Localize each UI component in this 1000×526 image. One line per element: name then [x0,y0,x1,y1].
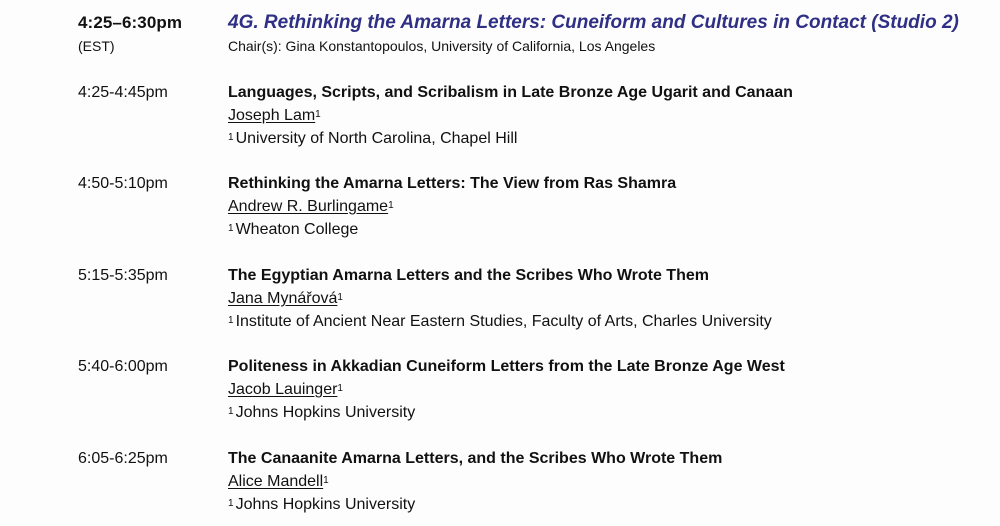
affiliation-superscript: 1 [228,132,234,143]
affiliation-text: Wheaton College [235,221,359,238]
talk-author [228,288,343,310]
affiliation-text: University of North Carolina, Chapel Hill [235,130,518,147]
session-timezone: (EST) [78,38,115,54]
session-header [0,12,1000,62]
author-name: Jacob Lauinger [228,381,338,398]
talk-title: Rethinking the Amarna Letters: The View from Ras Shamra [228,175,677,192]
affiliation-text: Institute of Ancient Near Eastern Studies, Faculty of Arts, Charles University [235,313,772,330]
talk-affiliation [228,219,358,241]
affiliation-text: Johns Hopkins University [235,404,416,421]
talk-author [228,471,329,493]
talk-entry [0,173,1000,243]
session-time: 4:25–6:30pm [78,13,183,32]
talk-time: 6:05-6:25pm [78,450,168,467]
talk-entry [0,448,1000,518]
talk-title: The Egyptian Amarna Letters and the Scribes Who Wrote Them [228,267,709,284]
talk-entry [0,82,1000,152]
talk-author [228,379,343,401]
talk-time: 5:15-5:35pm [78,267,168,284]
talk-title: The Canaanite Amarna Letters, and the Scribes Who Wrote Them [228,450,723,467]
affiliation-superscript: 1 [228,498,234,509]
author-superscript: 1 [315,109,321,120]
talk-affiliation [228,402,415,424]
author-superscript: 1 [388,200,394,211]
affiliation-superscript: 1 [228,223,234,234]
author-name: Joseph Lam [228,107,316,124]
talk-author [228,105,321,127]
talk-entry [0,356,1000,426]
talk-time: 4:50-5:10pm [78,175,168,192]
affiliation-superscript: 1 [228,315,234,326]
talk-title: Politeness in Akkadian Cuneiform Letters from the Late Bronze Age West [228,358,785,375]
author-name: Andrew R. Burlingame [228,198,389,215]
talk-time: 4:25-4:45pm [78,84,168,101]
author-superscript: 1 [337,292,343,303]
author-superscript: 1 [323,475,329,486]
session-title: 4G. Rethinking the Amarna Letters: Cuneiform and Cultures in Contact (Studio 2) [228,12,959,33]
affiliation-superscript: 1 [228,406,234,417]
author-name: Jana Mynářová [228,290,338,307]
affiliation-text: Johns Hopkins University [235,496,416,513]
author-superscript: 1 [337,383,343,394]
talk-affiliation [228,494,415,516]
talk-affiliation [228,128,517,150]
session-chair: Chair(s): Gina Konstantopoulos, University of California, Los Angeles [228,38,656,54]
talk-time: 5:40-6:00pm [78,358,168,375]
talk-entry [0,265,1000,335]
talk-author [228,196,394,218]
author-name: Alice Mandell [228,473,324,490]
talk-affiliation [228,311,772,333]
talk-title: Languages, Scripts, and Scribalism in Late Bronze Age Ugarit and Canaan [228,84,793,101]
